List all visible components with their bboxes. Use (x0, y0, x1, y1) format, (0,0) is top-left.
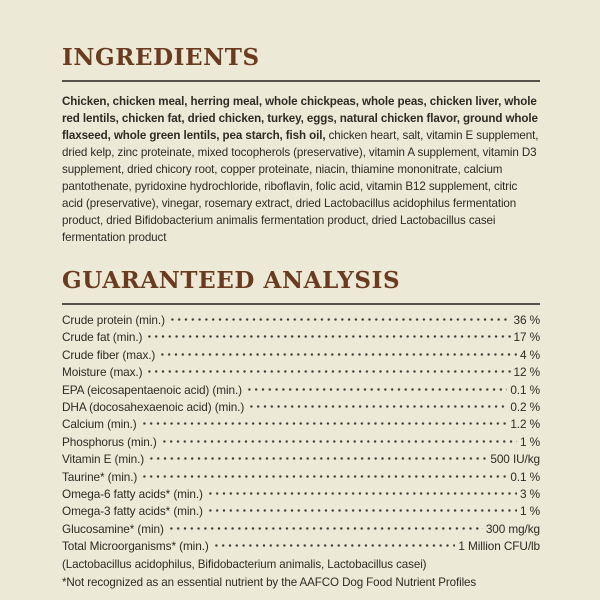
dot-leader (159, 350, 517, 359)
analysis-row-calcium (62, 417, 540, 434)
analysis-row-label: Crude protein (min.) (62, 313, 165, 327)
analysis-row-total-microorganisms (62, 539, 540, 556)
analysis-row-label: Phosphorus (min.) (62, 434, 157, 449)
analysis-row-label: Vitamin E (min.) (62, 452, 145, 467)
analysis-row-value: 4 % (519, 347, 540, 362)
analysis-row-vitamin-e (62, 452, 540, 469)
ingredients-secondary-list: chicken heart, salt, vitamin E supplement, dried kelp, zinc proteinate, mixed tocopherols (preservative), vitamin A supplement, vitamin D3 supplement, dried chicory root, copper proteinate, niacin, thiamine mononitrate, calcium pantothenate, pyridoxine hydrochloride, riboflavin, folic acid, vitamin B12 supplement, citric acid (preservative), vinegar, rosemary extract, dried Lactobacillus acidophilus fermentation product, dried Bifidobacterium animalis fermentation product, dried Lactobacillus casei fermentation product (62, 129, 539, 244)
analysis-row-dha (62, 400, 540, 417)
dot-leader (161, 437, 517, 446)
ingredients-title: INGREDIENTS (62, 44, 260, 71)
dot-leader (141, 472, 507, 481)
analysis-row-value: 17 % (513, 330, 540, 345)
analysis-row-label: EPA (eicosapentaenoic acid) (min.) (62, 382, 242, 397)
analysis-row-epa (62, 383, 540, 400)
analysis-row-value: 1 % (519, 504, 540, 519)
analysis-row-crude-protein (62, 313, 540, 330)
analysis-row-label: Crude fat (min.) (62, 330, 143, 345)
analysis-row-value: 1.2 % (510, 417, 540, 432)
analysis-row-omega-6 (62, 487, 540, 504)
dot-leader (168, 524, 483, 533)
dot-leader (207, 506, 517, 515)
dot-leader (213, 541, 456, 550)
dot-leader (246, 385, 507, 394)
analysis-row-omega-3 (62, 504, 540, 521)
pet-food-label-panel (62, 44, 540, 591)
dot-leader (169, 315, 511, 324)
microorganisms-footnote: (Lactobacillus acidophilus, Bifidobacterium animalis, Lactobacillus casei) (62, 558, 427, 572)
analysis-row-label: DHA (docosahexaenoic acid) (min.) (62, 399, 245, 414)
dot-leader (148, 454, 487, 463)
guaranteed-analysis-section (62, 267, 540, 591)
analysis-row-label: Taurine* (min.) (62, 469, 138, 484)
ingredients-section (62, 44, 540, 246)
analysis-row-value: 500 IU/kg (490, 452, 540, 467)
ingredients-divider (62, 80, 540, 82)
guaranteed-analysis-table (62, 313, 540, 556)
analysis-row-label: Omega-3 fatty acids* (min.) (62, 504, 203, 519)
analysis-row-value: 0.1 % (510, 382, 540, 397)
dot-leader (207, 489, 517, 498)
analysis-row-value: 300 mg/kg (485, 521, 540, 536)
aafco-disclaimer-footnote: *Not recognized as an essential nutrient by the AAFCO Dog Food Nutrient Profiles (62, 575, 477, 589)
analysis-row-value: 36 % (513, 313, 540, 327)
analysis-row-value: 12 % (513, 365, 540, 380)
analysis-row-crude-fiber (62, 348, 540, 365)
analysis-row-label: Omega-6 fatty acids* (min.) (62, 486, 203, 501)
dot-leader (146, 332, 510, 341)
analysis-row-label: Moisture (max.) (62, 365, 143, 380)
analysis-row-phosphorus (62, 435, 540, 452)
dot-leader (248, 402, 507, 411)
analysis-row-taurine (62, 470, 540, 487)
analysis-row-label: Calcium (min.) (62, 417, 137, 432)
dot-leader (141, 419, 508, 428)
analysis-row-label: Glucosamine* (min) (62, 521, 164, 536)
analysis-row-crude-fat (62, 330, 540, 347)
ingredients-primary-list: Chicken, chicken meal, herring meal, whole chickpeas, whole peas, chicken liver, whole red lentils, chicken fat, dried chicken, turkey, eggs, natural chicken flavor, ground whole flaxseed, whole green lentils, pea starch, fish oil, (62, 95, 538, 142)
analysis-row-value: 1 % (519, 434, 540, 449)
guaranteed-analysis-divider (62, 303, 540, 305)
analysis-row-label: Crude fiber (max.) (62, 347, 156, 362)
guaranteed-analysis-title: GUARANTEED ANALYSIS (62, 267, 401, 294)
analysis-row-value: 0.2 % (510, 399, 540, 414)
analysis-row-value: 0.1 % (510, 469, 540, 484)
ingredients-text (62, 93, 540, 246)
analysis-row-value: 1 Million CFU/lb (458, 539, 540, 554)
dot-leader (146, 367, 510, 376)
analysis-row-moisture (62, 365, 540, 382)
analysis-row-value: 3 % (519, 486, 540, 501)
analysis-row-glucosamine (62, 522, 540, 539)
analysis-row-label: Total Microorganisms* (min.) (62, 539, 209, 554)
